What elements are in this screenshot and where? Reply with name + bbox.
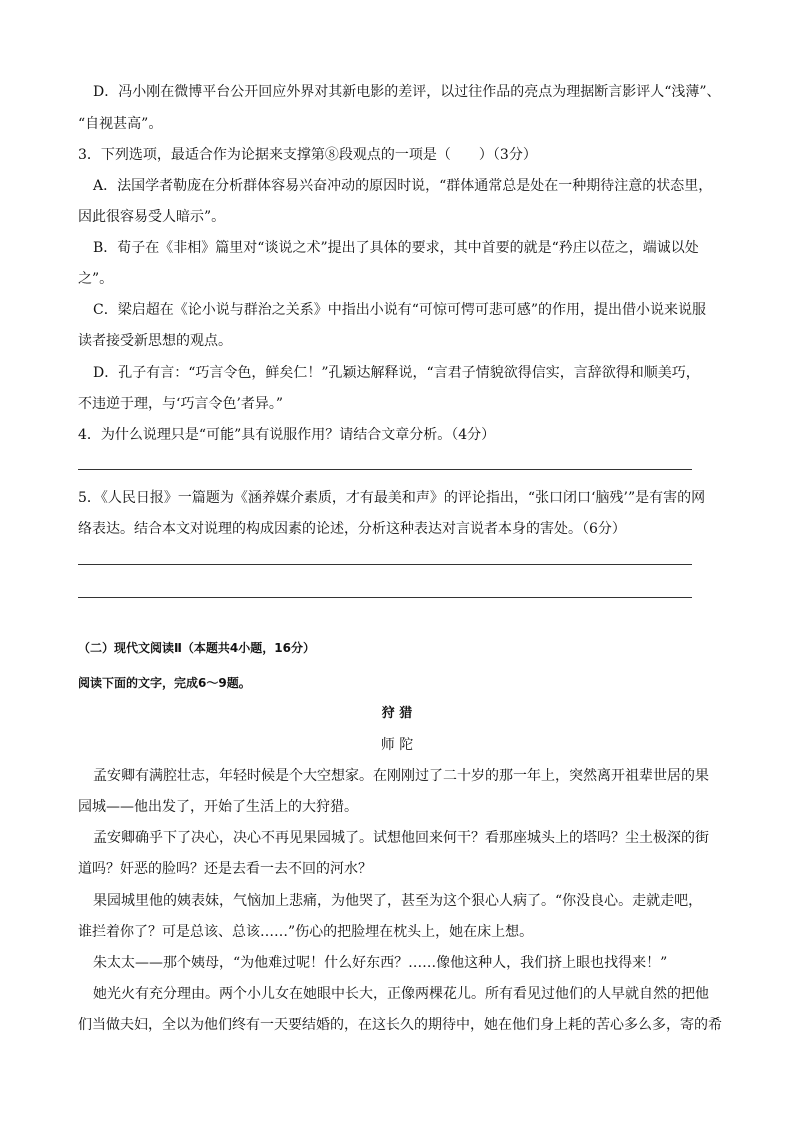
q3-option-a-line1: A．法国学者勒庞在分析群体容易兴奋冲动的原因时说，“群体通常总是处在一种期待注意的状态里， [93, 178, 713, 194]
story-p2-line1: 孟安卿确乎下了决心，决心不再见果园城了。试想他回来何干？看那座城头上的塔吗？尘土极深的街 [93, 830, 709, 846]
story-p2-line2: 道吗？奸恶的脸吗？还是去看一去不回的河水？ [78, 861, 372, 877]
q3-stem: 3．下列选项，最适合作为论据来支撑第⑧段观点的一项是（ ）（3分） [78, 147, 537, 163]
q5-stem-line2: 络表达。结合本文对说理的构成因素的论述，分析这种表达对言说者本身的害处。（6分） [78, 521, 626, 537]
q5-stem-line1: 5．《人民日报》一篇题为《涵养媒介素质，才有最美和声》的评论指出，“张口闭口‘脑残’”是有害的网 [78, 490, 706, 506]
q3-option-d-line1: D．孔子有言：“巧言令色，鲜矣仁！”孔颖达解释说，“言君子情貌欲得信实，言辞欲得和顺美巧， [93, 365, 700, 381]
q5-answer-line-1[interactable] [78, 564, 692, 565]
q4-answer-line[interactable] [78, 469, 692, 470]
q3-option-c-line1: C．梁启超在《论小说与群治之关系》中指出小说有“可惊可愕可悲可感”的作用，提出借小说来说服 [93, 302, 707, 318]
story-title: 狩 猎 [381, 706, 413, 721]
story-p3-line1: 果园城里他的姨表妹，气恼加上悲痛，为他哭了，甚至为这个狠心人病了。“你没良心。走就走吧， [93, 893, 703, 909]
q3-option-a-line2: 因此很容易受人暗示”。 [78, 209, 226, 225]
story-p1-line2: 园城——他出发了，开始了生活上的大狩猎。 [78, 799, 358, 815]
q3-option-c-line2: 读者接受新思想的观点。 [78, 333, 232, 349]
story-author: 师 陀 [380, 737, 414, 753]
story-p4-line1: 朱太太——那个姨母，“为他难过呢！什么好东西？……像他这种人，我们挤上眼也找得来！” [93, 955, 668, 971]
story-p5-line2: 们当做夫妇，全以为他们终有一天要结婚的，在这长久的期待中，她在他们身上耗的苦心多么多，寄的希 [78, 1017, 722, 1033]
q5-answer-line-2[interactable] [78, 597, 692, 598]
story-p1-line1: 孟安卿有满腔壮志，年轻时候是个大空想家。在刚刚过了二十岁的那一年上，突然离开祖辈世居的果 [93, 768, 709, 784]
section-heading: （二）现代文阅读Ⅱ（本题共4小题，16分） [78, 641, 315, 655]
section-instruction: 阅读下面的文字，完成6～9题。 [78, 676, 251, 690]
q2-option-d-line2: “自视甚高”。 [78, 116, 163, 132]
story-p5-line1: 她光火有充分理由。两个小儿女在她眼中长大，正像两棵花儿。所有看见过他们的人早就自然的把他 [93, 986, 709, 1002]
q3-option-b-line1: B．荀子在《非相》篇里对“谈说之术”提出了具体的要求，其中首要的就是“矜庄以莅之，端诚以处 [93, 240, 699, 256]
q3-option-d-line2: 不违逆于理，与‘巧言令色’者异。” [78, 396, 284, 412]
story-p3-line2: 谁拦着你了？可是总该、总该……”伤心的把脸埋在枕头上，她在床上想。 [78, 924, 534, 940]
q2-option-d-line1: D．冯小刚在微博平台公开回应外界对其新电影的差评，以过往作品的亮点为理据断言影评人“浅薄”、 [93, 84, 721, 100]
q3-option-b-line2: 之”。 [78, 271, 114, 287]
q4-stem: 4．为什么说理只是“可能”具有说服作用？请结合文章分析。（4分） [78, 427, 496, 443]
